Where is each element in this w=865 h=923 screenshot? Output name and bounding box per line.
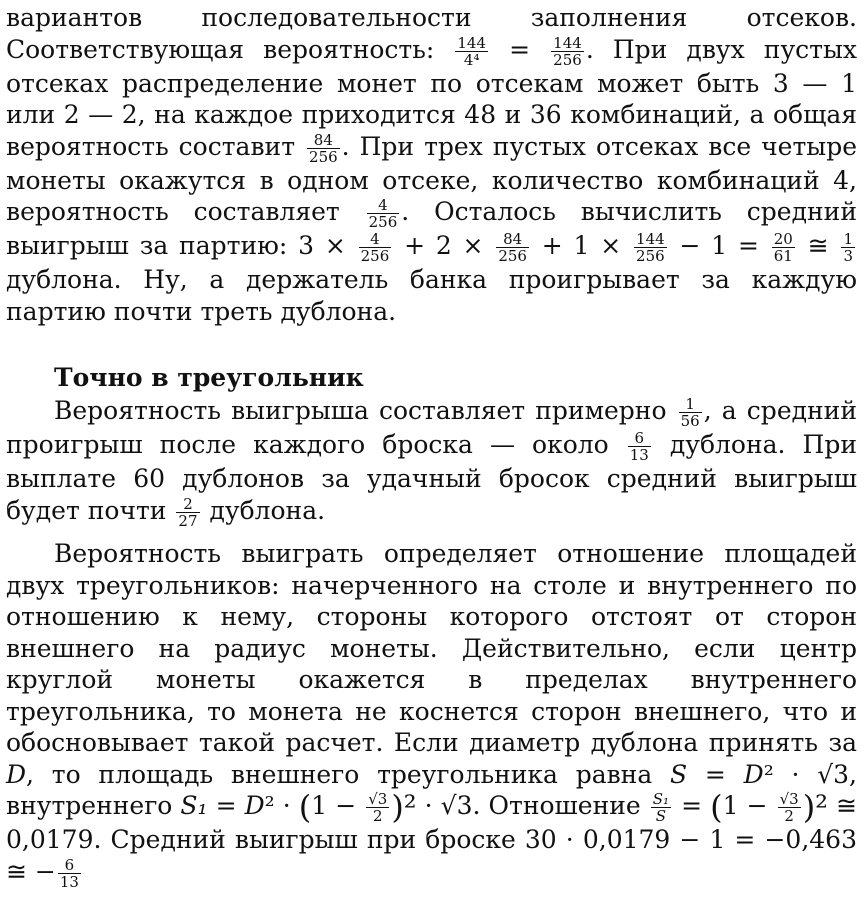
fraction: $\frac{2}{27}$: [178, 494, 198, 530]
text-span: 1 −: [722, 791, 776, 820]
fraction: $\frac{√3}{2}$: [779, 790, 799, 825]
math-var: D: [743, 759, 764, 789]
fraction: $\frac{84}{256}$: [498, 230, 527, 265]
text-span: + 1 ×: [530, 231, 633, 260]
text-span: дублона. Ну, а держатель банка проигрывает за каждую партию почти треть дублона.: [6, 265, 857, 326]
fraction: $\frac{144}{\text{4⁴}}$: [457, 33, 487, 69]
fraction: $\frac{144}{256}$: [636, 230, 665, 265]
fraction: $\frac{6}{13}$: [59, 855, 79, 891]
fraction: $\frac{20}{61}$: [773, 230, 793, 265]
paren: )²: [391, 787, 417, 826]
math-var: S₁: [180, 791, 208, 820]
fraction: $\frac{84}{256}$: [309, 130, 338, 166]
text-span: ≅ 0,0179. Средний выигрыш при броске 30 · 0,0179 − 1 = −0,463 ≅ −: [6, 791, 858, 886]
text-span: дублона. При выплате 60 дублонов за удачный бросок средний выигрыш будет почти: [6, 430, 857, 525]
fraction: $\frac{6}{13}$: [629, 429, 649, 464]
text-span: ² ·: [264, 791, 299, 820]
text-span: ² · √3, внутреннего: [6, 759, 857, 820]
fraction: $\frac{1}{3}$: [843, 230, 853, 265]
text-span: , то площадь внешнего треугольника равна: [26, 759, 671, 789]
fraction: $\frac{1}{56}$: [680, 395, 700, 430]
text-span: . При трех пустых отсеках все четыре монеты окажутся в одном отсеке, количество комбинаций 4, вероятность составляет: [6, 131, 857, 226]
text-span: − 1 =: [668, 231, 770, 260]
paragraph-3: [6, 538, 857, 890]
text-span: дублона.: [201, 495, 326, 525]
math-var: D: [6, 759, 27, 789]
text-span: . Осталось вычислить средний выигрыш за партию: 3 ×: [6, 197, 857, 260]
text-span: =: [207, 791, 245, 820]
text-span: , а средний проигрыш после каждого броска — около: [6, 396, 857, 459]
paragraph-1: [6, 2, 857, 327]
text-span: =: [673, 791, 711, 820]
text-span: . При двух пустых отсеках распределение монет по отсекам может быть 3 — 1 или 2 — 2, на каждое приходится 48 и 36 комбинаций, а общая вероятность составит: [6, 34, 858, 161]
paren: (: [298, 787, 312, 826]
fraction: $\frac{\text{S₁}}{S}$: [652, 790, 670, 825]
fraction: $\frac{4}{256}$: [368, 196, 398, 231]
math-var: S: [670, 759, 688, 789]
section-heading: Точно в треугольник: [54, 363, 364, 392]
fraction: $\frac{144}{256}$: [553, 33, 582, 69]
text-span: Вероятность выиграть определяет отношение площадей двух треугольников: начерченного на столе и внутреннего по отношению к нему, стороны которого отстоят от сторон внешнего на радиус монеты. Действительно, если центр круглой монеты окажется в пределах внутреннего треугольника, то монета не коснется сторон внешнего, что и обосновывает такой расчет. Если диаметр дублона принять за: [6, 539, 857, 757]
paren: (: [710, 787, 723, 826]
text-span: 1 −: [311, 791, 365, 820]
text-span: Вероятность выигрыша составляет примерно: [54, 396, 677, 425]
text-span: вариантов последовательности заполнения отсеков. Соответствующая вероятность:: [6, 3, 857, 64]
paren: )²: [802, 787, 828, 826]
fraction: $\frac{4}{256}$: [360, 230, 390, 265]
text-span: =: [490, 34, 550, 64]
text-span: · √3. Отношение: [416, 791, 649, 820]
text-span: ≅: [796, 231, 840, 260]
paragraph-2: [6, 395, 857, 529]
text-span: + 2 ×: [393, 231, 495, 260]
fraction: $\frac{√3}{2}$: [368, 790, 388, 825]
math-var: D: [244, 791, 265, 820]
text-span: =: [687, 759, 744, 789]
